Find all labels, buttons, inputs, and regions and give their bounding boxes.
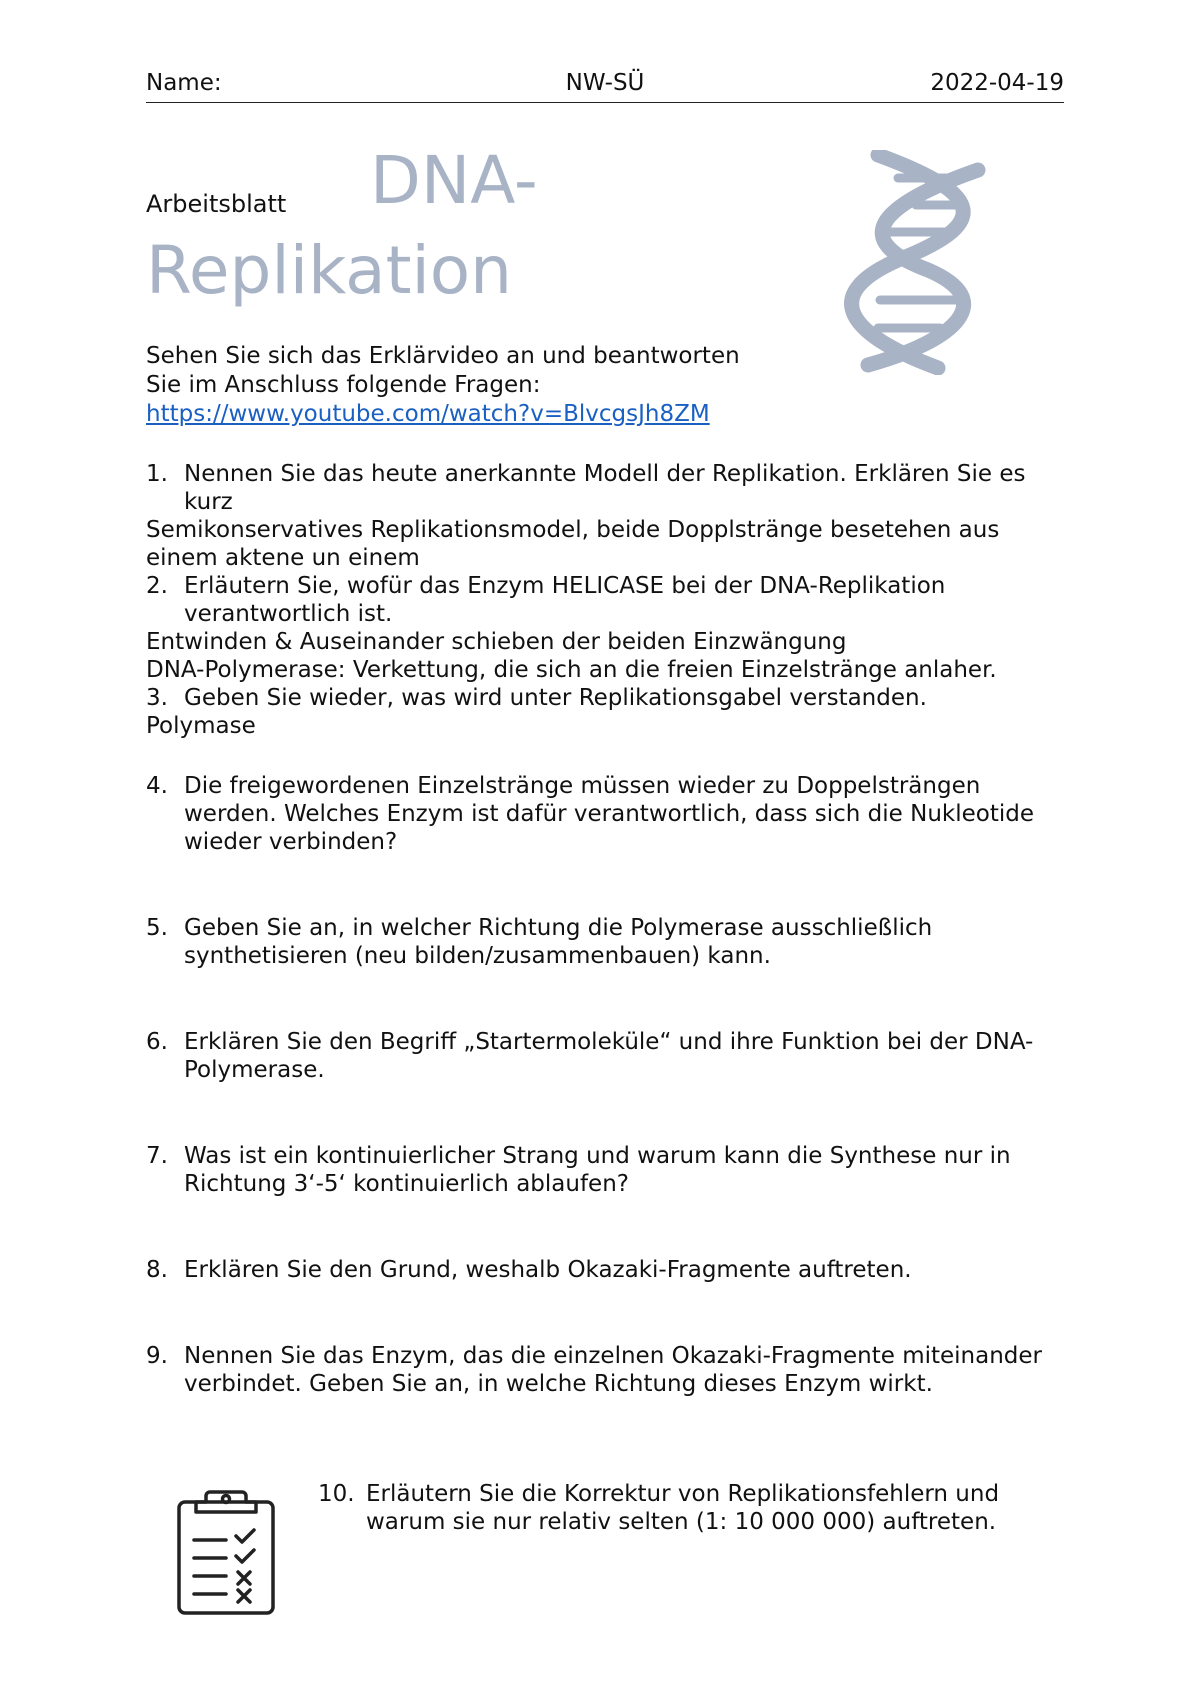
question-text: Geben Sie an, in welcher Richtung die Polymerase ausschließlich synthetisieren (neu bilden/zusammenbauen) kann. [184,915,933,969]
question-number: 9. [146,1343,168,1369]
question-5 [146,914,1066,970]
intro-line-2: Sie im Anschluss folgende Fragen: [146,372,541,398]
question-text: Nennen Sie das heute anerkannte Modell der Replikation. Erklären Sie es kurz [184,461,1026,515]
name-label: Name: [146,70,222,96]
title-line-2: Replikation [146,232,512,309]
question-text: Nennen Sie das Enzym, das die einzelnen Okazaki-Fragmente miteinander verbindet. Geben Sie an, in welche Richtung dieses Enzym wirkt. [184,1343,1043,1397]
clipboard-checklist-icon [176,1490,276,1616]
answer-3: Polymase [146,713,256,739]
question-text: Erläutern Sie die Korrektur von Replikationsfehlern und warum sie nur relativ selten (1: 10 000 000) auftreten. [366,1481,1000,1535]
question-block-1-3 [146,460,1066,740]
question-text: Erläutern Sie, wofür das Enzym HELICASE bei der DNA-Replikation verantwortlich ist. [184,573,946,627]
question-6 [146,1028,1066,1084]
question-number: 5. [146,915,168,941]
question-text: Was ist ein kontinuierlicher Strang und warum kann die Synthese nur in Richtung 3‘-5‘ kontinuierlich ablaufen? [184,1143,1011,1197]
question-10 [318,1480,1078,1536]
question-2 [146,572,1066,628]
course-label: NW-SÜ [565,70,645,96]
question-4 [146,772,1066,856]
question-number: 1. [146,461,168,487]
question-number: 10. [318,1481,355,1507]
youtube-link[interactable]: https://www.youtube.com/watch?v=BlvcgsJh8ZM [146,401,710,427]
question-3 [146,684,1066,712]
question-number: 8. [146,1257,168,1283]
question-text: Die freigewordenen Einzelstränge müssen wieder zu Doppelsträngen werden. Welches Enzym ist dafür verantwortlich, dass sich die Nukleotide wieder verbinden? [184,773,1035,855]
question-8 [146,1256,1066,1284]
question-number: 6. [146,1029,168,1055]
question-1 [146,460,1066,516]
page-header [146,70,1064,103]
question-text: Geben Sie wieder, was wird unter Replikationsgabel verstanden. [184,685,927,711]
question-number: 4. [146,773,168,799]
question-number: 2. [146,573,168,599]
intro-line-1: Sehen Sie sich das Erklärvideo an und beantworten [146,343,740,369]
answer-2b: DNA-Polymerase: Verkettung, die sich an die freien Einzelstränge anlaher. [146,657,997,683]
worksheet-label: Arbeitsblatt [146,190,287,218]
intro-text [146,342,806,429]
question-text: Erklären Sie den Begriff „Startermoleküle“ und ihre Funktion bei der DNA-Polymerase. [184,1029,1034,1083]
title-line-1: DNA- [370,142,538,219]
question-number: 3. [146,685,168,711]
answer-1: Semikonservatives Replikationsmodel, beide Dopplstränge besetehen aus einem aktene un einem [146,517,1000,571]
question-7 [146,1142,1066,1198]
answer-2a: Entwinden & Auseinander schieben der beiden Einzwängung [146,629,847,655]
date-label: 2022-04-19 [930,70,1064,96]
question-text: Erklären Sie den Grund, weshalb Okazaki-Fragmente auftreten. [184,1257,912,1283]
dna-helix-icon [838,150,998,375]
question-number: 7. [146,1143,168,1169]
question-9 [146,1342,1066,1398]
